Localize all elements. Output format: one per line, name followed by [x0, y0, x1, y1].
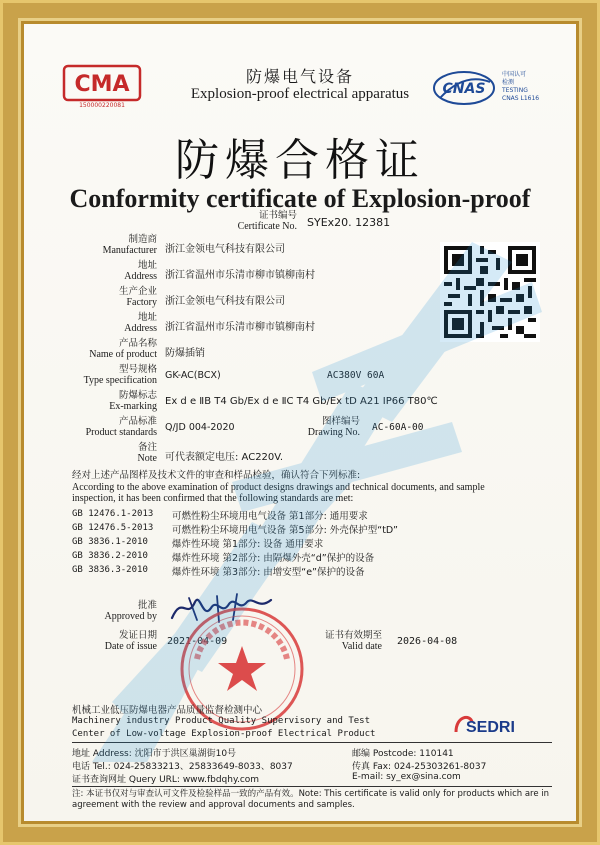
cnas-text: CNAS: [442, 81, 486, 97]
standard-code: GB 12476.1-2013: [72, 509, 154, 519]
standard-title: 爆炸性环境 第1部分: 设备 通用要求: [172, 539, 324, 550]
manufacturer-value: 浙江金领电气科技有限公司: [165, 244, 285, 255]
standard-code: GB 3836.3-2010: [72, 565, 148, 575]
cnas-small-en: TESTING: [502, 87, 528, 94]
header-title-cn: 防爆电气设备: [245, 67, 354, 86]
contact-address: 地址 Address: 沈阳市于洪区巢湖街10号: [72, 749, 237, 759]
qr-code-icon: [440, 242, 540, 342]
footer-divider: [72, 742, 552, 743]
factory-address-label: 地址 Address: [124, 312, 157, 334]
header-title-en: Explosion-proof electrical apparatus: [190, 86, 410, 102]
statement: 经对上述产品图样及技术文件的审查和样品检验，确认符合下列标准: According to the above examination of product designs drawings and technical documents, and sample inspection, it has been confirmed that the following standards are met:: [72, 470, 485, 504]
note-value: 可代表额定电压: AC220V.: [165, 452, 284, 463]
valid-date-value: 2026-04-08: [397, 636, 458, 647]
issue-date-label: 发证日期 Date of issue: [104, 630, 157, 652]
valid-date-label: 证书有效期至 Valid date: [324, 630, 382, 652]
contact-tel: 电话 Tel.: 024-25833213、25833649-8033、8037: [72, 762, 293, 772]
product-name-value: 防爆插销: [165, 348, 205, 359]
standard-title: 可燃性粉尘环境用电气设备 第5部分: 外壳保护型“tD”: [172, 525, 398, 536]
contact-email[interactable]: E-mail: sy_ex@sina.com: [352, 772, 461, 782]
issuer-en-line1: Machinery industry Product Quality Supervisory and Test: [72, 716, 371, 726]
cert-no-label: 证书编号 Certificate No.: [237, 210, 297, 232]
issuer-en-line2: Center of Low-voltage Explosion-proof Electrical Product: [72, 729, 376, 739]
product-name-label: 产品名称 Name of product: [89, 338, 157, 360]
issue-date-value: 2021-04-09: [167, 636, 228, 647]
sedri-logo: [452, 710, 527, 742]
contact-postcode: 邮编 Postcode: 110141: [352, 749, 454, 759]
sedri-icon: [452, 710, 527, 738]
ex-marking-value: Ex d e ⅡB T4 Gb/Ex d e ⅡC T4 Gb/Ex tD A21 IP66 T80℃: [165, 396, 438, 407]
cert-no-value: SYEx20. 12381: [307, 216, 391, 229]
type-spec-value: GK-AC(BCX): [165, 370, 221, 381]
main-title-cn: 防爆合格证: [175, 135, 425, 186]
address-value: 浙江省温州市乐清市柳市镇柳南村: [165, 270, 315, 281]
cma-number: 150000220081: [79, 102, 125, 109]
standard-code: GB 12476.5-2013: [72, 523, 154, 533]
type-spec-label: 型号规格 Type specification: [83, 364, 157, 386]
cnas-small-cn2: 检测: [502, 79, 515, 86]
product-standards-label: 产品标准 Product standards: [85, 416, 157, 438]
address-label: 地址 Address: [124, 260, 157, 282]
factory-label: 生产企业 Factory: [118, 286, 157, 308]
certificate-page: [22, 22, 578, 823]
footer-divider: [72, 786, 552, 787]
drawing-no-label: 图样编号 Drawing No.: [307, 416, 360, 438]
contact-query-url[interactable]: 证书查询网址 Query URL: www.fbdqhy.com: [72, 775, 260, 785]
qr-code: [440, 242, 540, 342]
svg-text:SEDRI: SEDRI: [466, 719, 515, 736]
note-label: 备注 Note: [137, 442, 157, 464]
cnas-small-cn: 中国认可: [502, 71, 527, 78]
cnas-code: CNAS L1616: [502, 95, 540, 102]
drawing-no-value: AC-60A-00: [372, 422, 424, 433]
main-title-en: Conformity certificate of Explosion-proof: [69, 184, 531, 213]
manufacturer-label: 制造商 Manufacturer: [102, 234, 157, 256]
standard-title: 爆炸性环境 第3部分: 由增安型“e”保护的设备: [172, 567, 365, 578]
type-spec-value2: AC380V 60A: [327, 370, 385, 381]
cma-text: CMA: [74, 72, 130, 97]
product-standards-value: Q/JD 004-2020: [165, 422, 235, 433]
issuer-cn: 机械工业低压防爆电器产品质量监督检测中心: [72, 705, 263, 716]
factory-address-value: 浙江省温州市乐清市柳市镇柳南村: [165, 322, 315, 333]
standard-code: GB 3836.2-2010: [72, 551, 148, 561]
footer-note: 注: 本证书仅对与审查认可文件及检验样品一致的产品有效。Note: This certificate is valid only for products which are in agreement with the review and approval documents and samples.: [72, 789, 550, 810]
standard-title: 爆炸性环境 第2部分: 由隔爆外壳“d”保护的设备: [172, 553, 375, 564]
approved-by-label: 批准 Approved by: [104, 600, 157, 622]
contact-fax: 传真 Fax: 024-25303261-8037: [352, 762, 487, 772]
ex-marking-label: 防爆标志 Ex-marking: [109, 390, 157, 412]
standard-code: GB 3836.1-2010: [72, 537, 148, 547]
standard-title: 可燃性粉尘环境用电气设备 第1部分: 通用要求: [172, 511, 368, 522]
factory-value: 浙江金领电气科技有限公司: [165, 296, 285, 307]
